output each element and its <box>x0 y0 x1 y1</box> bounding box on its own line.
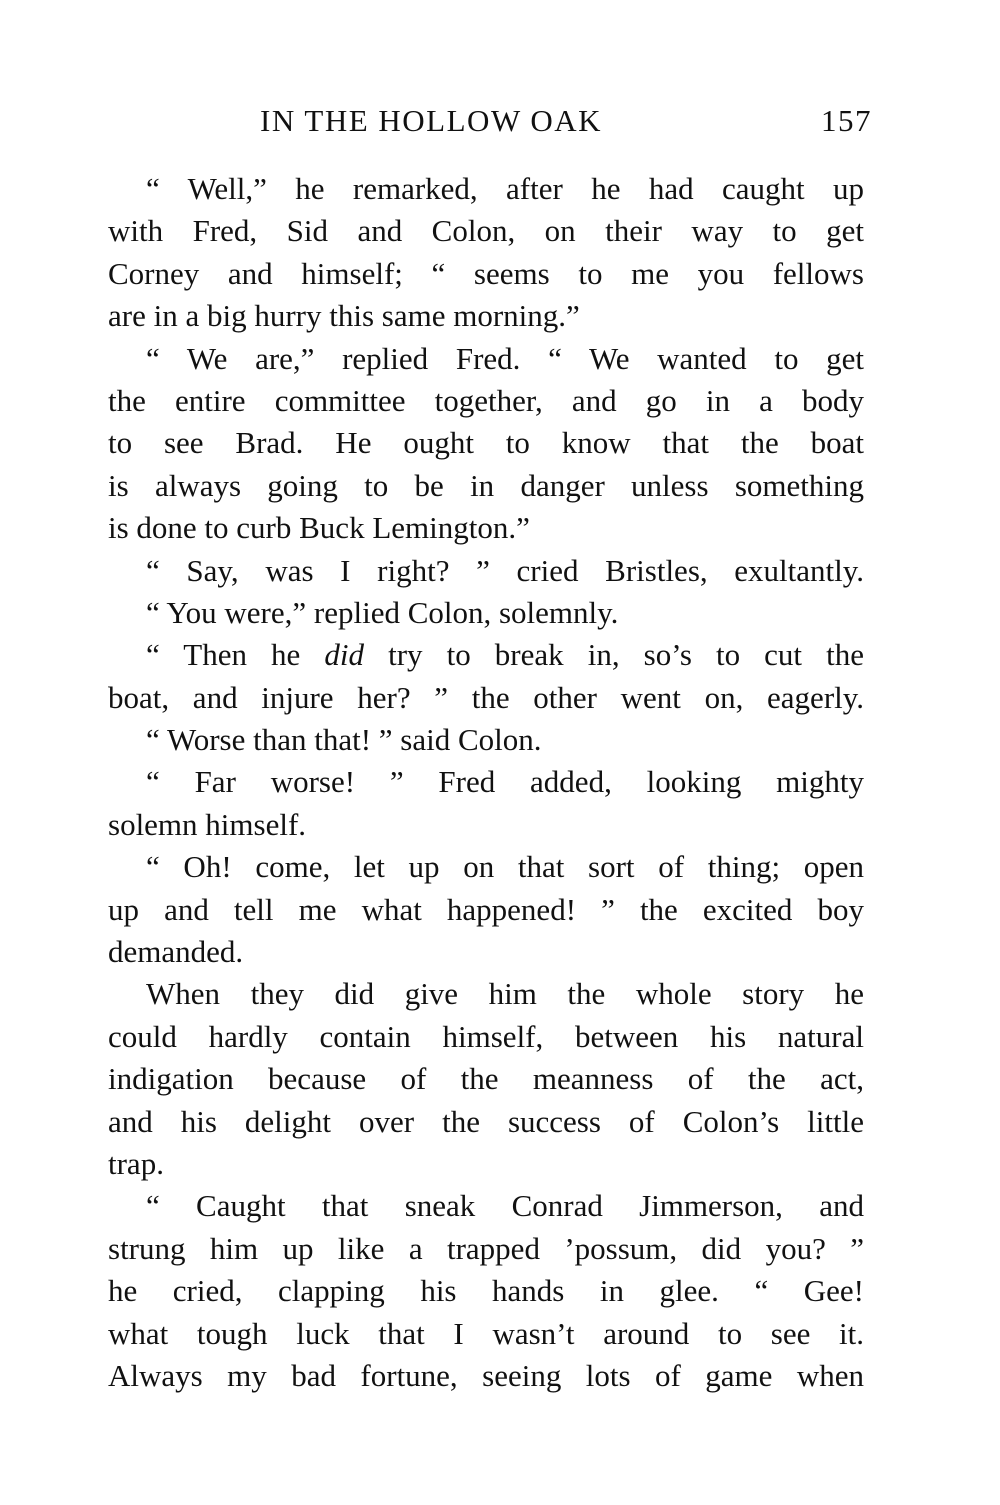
text-line: he cried, clapping his hands in glee. “ Gee! <box>108 1273 864 1309</box>
text-line: could hardly contain himself, between his natural <box>108 1018 864 1054</box>
text-line: Always my bad fortune, seeing lots of game when <box>108 1357 864 1393</box>
text-line: Corney and himself; “ seems to me you fellows <box>108 255 864 291</box>
text-line: “ Say, was I right? ” cried Bristles, exultantly. <box>146 552 864 588</box>
text-line: “ Caught that sneak Conrad Jimmerson, and <box>146 1188 864 1224</box>
text-line: “ We are,” replied Fred. “ We wanted to get <box>146 340 864 376</box>
text-line: demanded. <box>108 934 244 970</box>
line-text: “ Then he <box>146 637 325 673</box>
text-line: “ Oh! come, let up on that sort of thing; open <box>146 849 864 885</box>
italic-word: did <box>324 637 365 673</box>
text-line: and his delight over the success of Colon’s little <box>108 1103 864 1139</box>
text-line: “ Well,” he remarked, after he had caught up <box>146 171 864 206</box>
body-text <box>108 168 864 1397</box>
page-number: 157 <box>821 103 872 138</box>
text-line: are in a big hurry this same morning.” <box>108 298 580 334</box>
running-head <box>108 103 872 147</box>
text-line: solemn himself. <box>108 806 307 842</box>
text-line: with Fred, Sid and Colon, on their way to get <box>108 213 864 249</box>
text-line: trap. <box>108 1145 164 1181</box>
line-text: try to break in, so’s to cut the <box>364 637 864 673</box>
text-line: boat, and injure her? ” the other went on, eagerly. <box>108 679 864 715</box>
text-line: up and tell me what happened! ” the excited boy <box>108 891 864 927</box>
text-line: “ Worse than that! ” said Colon. <box>146 722 542 758</box>
text-line: what tough luck that I wasn’t around to see it. <box>108 1315 864 1351</box>
text-line: strung him up like a trapped ’possum, did you? ” <box>108 1230 864 1266</box>
text-line: to see Brad. He ought to know that the boat <box>108 425 864 461</box>
text-line: “ Far worse! ” Fred added, looking mighty <box>146 764 864 800</box>
text-line <box>108 634 864 676</box>
text-line: is always going to be in danger unless something <box>108 467 864 503</box>
text-line: “ You were,” replied Colon, solemnly. <box>146 594 619 630</box>
text-line: When they did give him the whole story he <box>146 976 864 1012</box>
chapter-running-title: IN THE HOLLOW OAK <box>260 103 603 138</box>
text-line: the entire committee together, and go in a body <box>108 382 864 418</box>
text-line: is done to curb Buck Lemington.” <box>108 510 530 546</box>
text-line: indigation because of the meanness of the act, <box>108 1061 864 1097</box>
